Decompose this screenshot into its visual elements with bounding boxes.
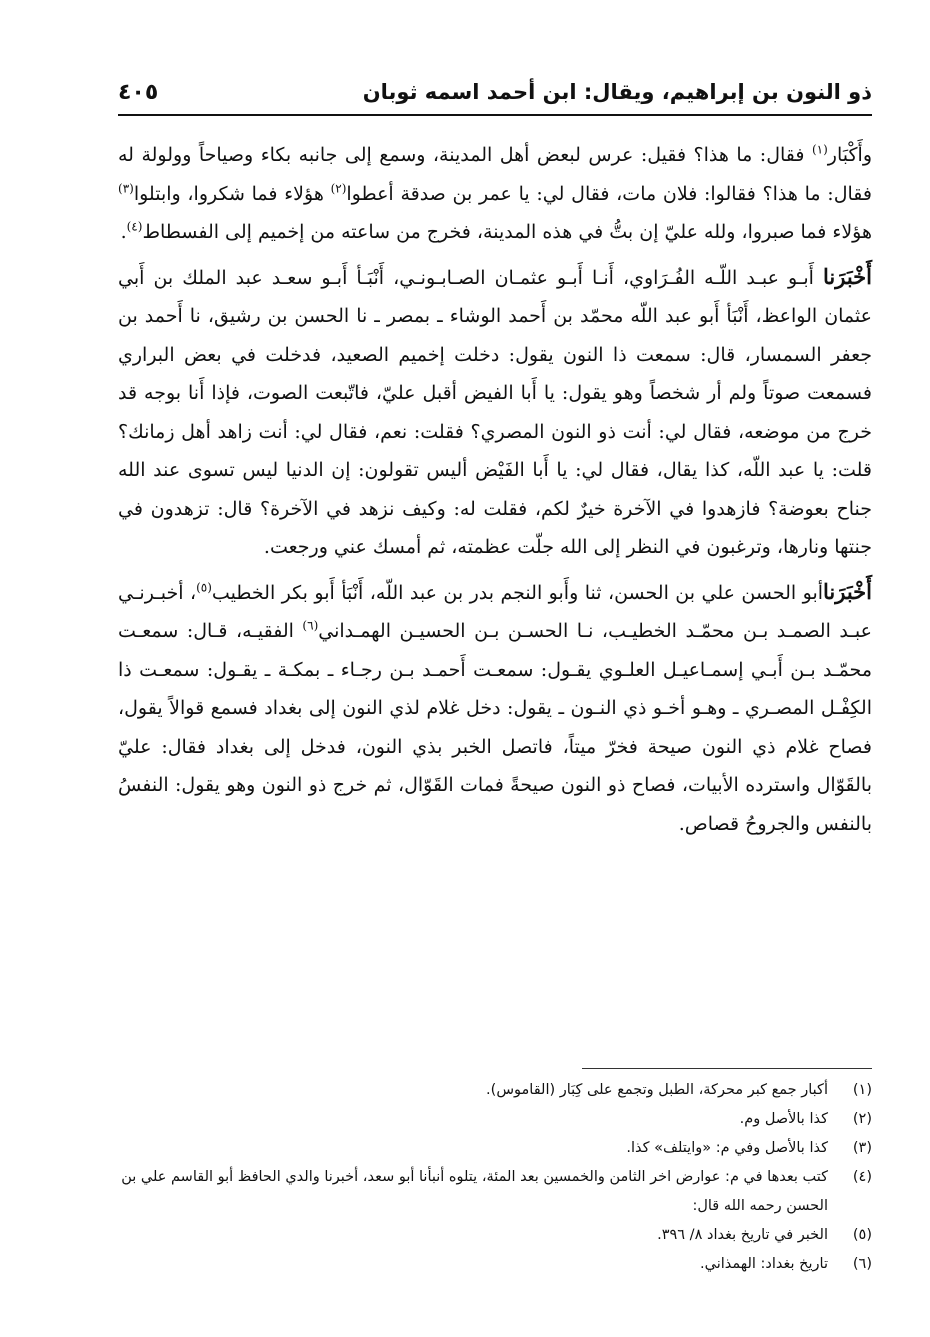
footnote	[118, 1105, 872, 1134]
text-run: هؤلاء فما شكروا، وابتلوا	[133, 182, 331, 205]
running-title: ذو النون بن إبراهيم، ويقال: ابن أحمد اسمه ثوبان	[362, 80, 872, 104]
text-run: فقال: ما هذا؟ فقيل: عرس لبعض أهل المدينة، وسمع إلى جانبه بكاء وصياحاً وولولة له فقال: ما هذا؟ فقالوا: فلان مات، فقال لي: يا عمر بن صدقة أعطوا	[118, 144, 872, 205]
text-run: ، أخبـرنـي عبـد الصمـد بـن محمّـد الخطيـب، نـا الحسـن بـن الحسيـن الهمـداني	[118, 581, 872, 642]
footnote	[118, 1076, 872, 1105]
footnote-rule	[582, 1068, 872, 1069]
footnote-text: كتب بعدها في م: عوارض اخر الثامن والخمسين بعد المئة، يتلوه أنبأنا أبو سعد، أخبرنا والدي الحافظ أبو القاسم علي بن الحسن رحمه الله قال:	[121, 1169, 828, 1214]
footnote-number: (١)	[852, 1082, 872, 1098]
text-run: هؤلاء فما صبروا، ولله عليّ إن بتُّ في هذه المدينة، فخرج من ساعته من إخميم إلى الفسطاط	[142, 221, 872, 243]
footnote-ref: (٤)	[126, 219, 143, 234]
footnote-ref: (١)	[811, 142, 828, 157]
text-run: أبو الحسن علي بن الحسن، ثنا وأَبو النجم بدر بن عبد اللّه، أَنْبَأ أَبو بكر الخطيب	[211, 581, 824, 604]
footnote-ref: (٢)	[330, 181, 347, 196]
text-run: وأَكْبَار	[827, 144, 872, 166]
footnote-number: (٣)	[852, 1140, 872, 1156]
footnote-number: (٤)	[852, 1169, 872, 1185]
footnote	[118, 1250, 872, 1279]
footnote-text: كذا بالأصل وم.	[739, 1111, 828, 1127]
paragraph-lead: أَخْبَرَنا	[823, 263, 872, 289]
footnote-number: (٢)	[852, 1111, 872, 1127]
footnote-text: كذا بالأصل وفي م: «وايتلف» كذا.	[626, 1140, 828, 1156]
main-text	[118, 136, 872, 843]
page-number: ٤٠٥	[118, 80, 159, 105]
paragraph	[118, 136, 872, 252]
header-rule	[118, 114, 872, 116]
footnote-ref: (٥)	[196, 580, 212, 595]
footnote	[118, 1134, 872, 1163]
paragraph	[118, 573, 872, 844]
footnote	[118, 1221, 872, 1250]
text-run: .	[120, 221, 127, 243]
running-header	[118, 78, 872, 114]
footnote-ref: (٦)	[302, 618, 319, 633]
text-run: الفقيـه، قـال: سمعـت محمّـد بـن أَبـي إسمـاعيـل العلـوي يقـول: سمعـت أَحمـد بـن رجـاء ـ بمكـة ـ يقـول: سمعـت ذا الكِفْـل المصـري ـ وهـو أخـو ذي النـون ـ يقول: دخل غلام لذي النون إلى بغداد فسمع قوالاً يقول، فصاح غلام ذي النون صيحة فخرّ ميتاً، فاتصل الخبر بذي النون، فدخل إلى بغداد فقال: عليّ بالقَوّال واسترده الأبيات، فصاح ذو النون صيحةً فمات القَوّال، ثم خرج ذو النون وهو يقول: النفسُ بالنفس والجروحُ قصاص.	[118, 620, 872, 835]
footnote-text: تاريخ بغداد: الهمذاني.	[700, 1256, 828, 1272]
paragraph-lead: أَخْبَرَنا	[823, 578, 872, 604]
footnote-ref: (٣)	[118, 181, 134, 196]
text-run: أَبـو عبـد اللّـه الفُـرَاوي، أَنـا أَبـو عثمـان الصـابـونـي، أَنْبَـأ أَبـو سعـد عبد الملك بن أَبي عثمان الواعظ، أَنْبَأ أَبو عبد اللّه محمّد بن أَحمد الوشاء ـ بمصر ـ نا الحسن بن رشيق، نا أَحمد بن جعفر السمسار، قال: سمعت ذا النون يقول: دخلت إخميم الصعيد، فدخلت في بعض البراري فسمعت صوتاً ولم أر شخصاً وهو يقول: يا أَبا الفيض أقبل عليّ، فاتّبعت الصوت، فإذا أَنا بوجه قد خرج من موضعه، فقال لي: أنت ذو النون المصري؟ فقلت: نعم، فقال لي: أنت زاهد أهل زمانك؟ قلت: يا عبد اللّه، كذا يقال، فقال لي: يا أَبا الفَيْض أليس تقولون: إن الدنيا ليس تسوى عند الله جناح بعوضة؟ فازهدوا في الآخرة خيرٌ لكم، فقلت له: وكيف نزهد في الآخرة؟ قال: تزهدون في جنتها ونارها، وترغبون في النظر إلى الله جلّت عظمته، ثم أمسك عني ورجعت.	[118, 266, 872, 558]
footnote-number: (٦)	[852, 1256, 872, 1272]
footnote-text: أكبار جمع كبر محركة، الطبل وتجمع على كِبَار (القاموس).	[486, 1082, 828, 1098]
footnotes	[118, 1076, 872, 1279]
paragraph	[118, 258, 872, 567]
footnote-text: الخبر في تاريخ بغداد ٨/ ٣٩٦.	[657, 1227, 828, 1243]
footnote	[118, 1163, 872, 1221]
footnote-number: (٥)	[852, 1227, 872, 1243]
